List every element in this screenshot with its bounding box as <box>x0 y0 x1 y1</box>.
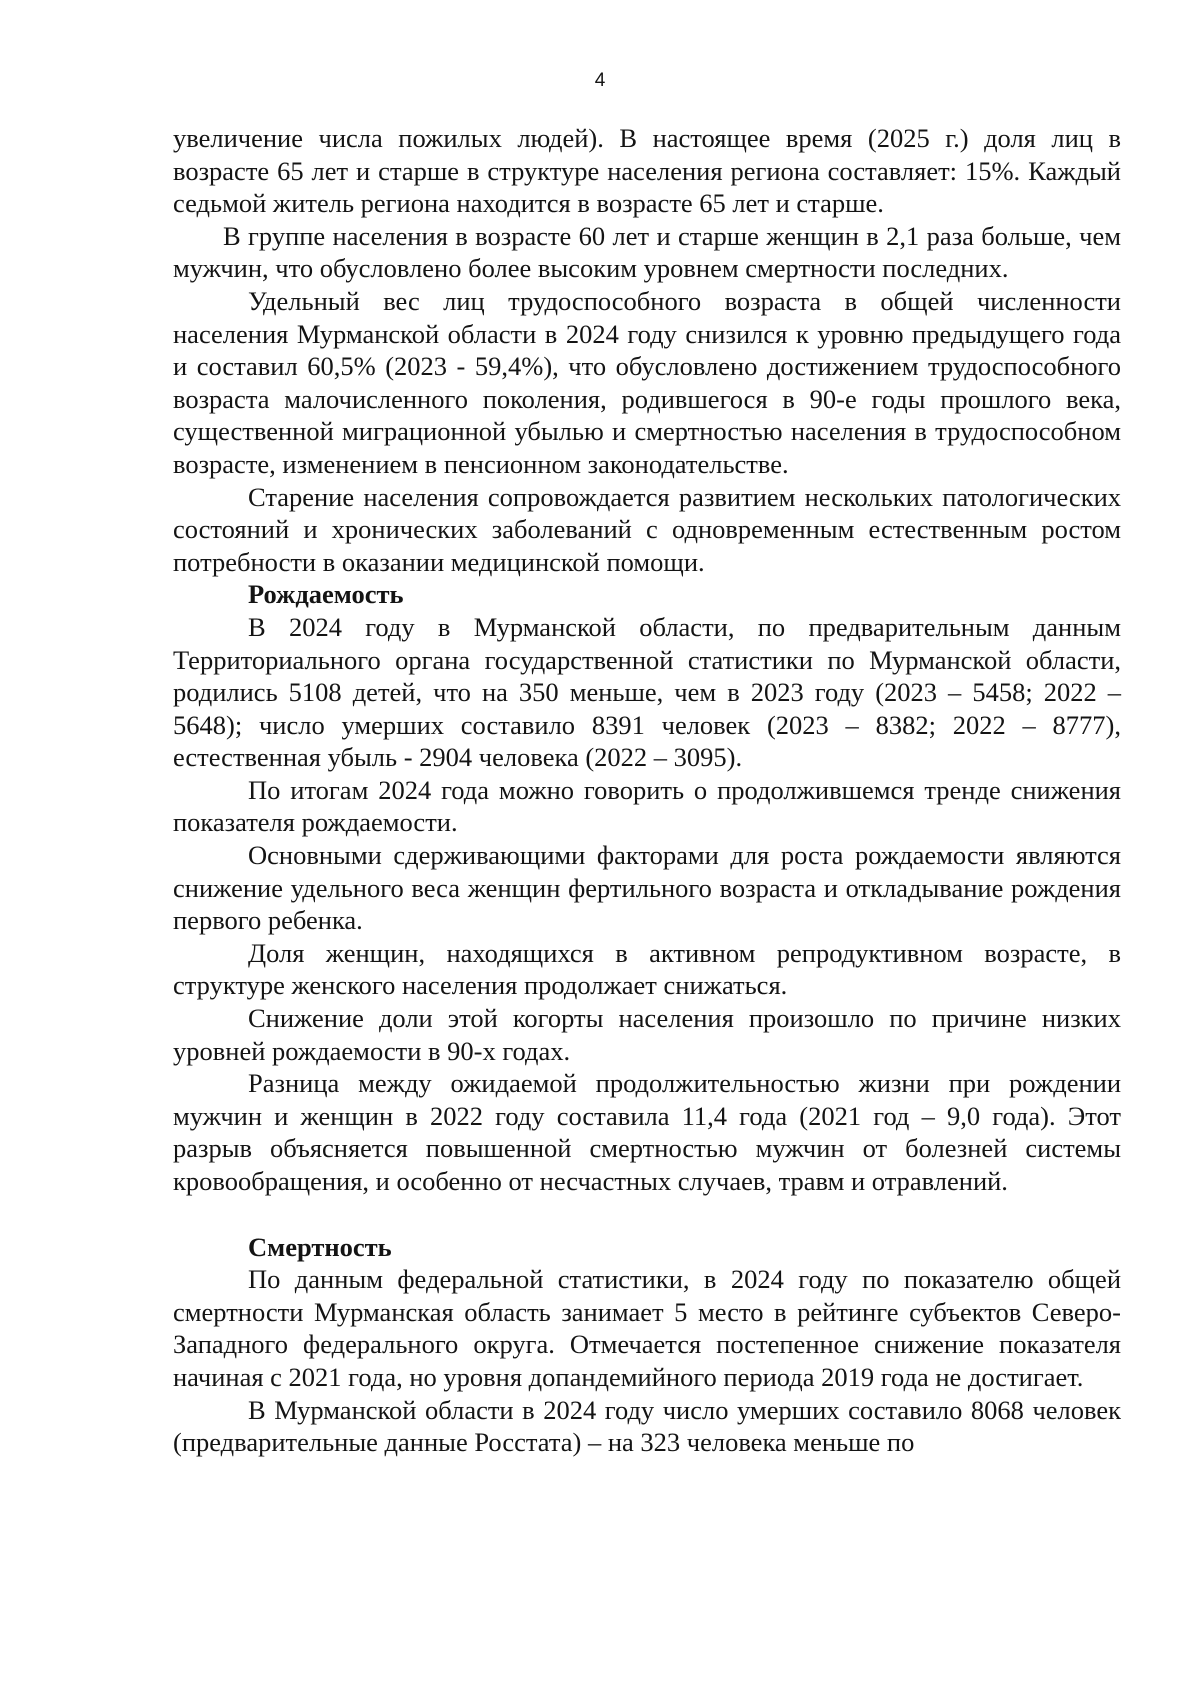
section-heading-mortality: Смертность <box>248 1231 392 1262</box>
paragraph-mortality-rank: По данным федеральной статистики, в 2024 году по показателю общей смертности Мурманская область занимает 5 место в рейтинге субъектов Северо-Западного федерального округа. Отмечается постепенное снижение показателя начиная с 2021 года, но уровня допандемийного периода 2019 года не достигает. <box>173 1264 1121 1392</box>
page-number: 4 <box>594 70 606 91</box>
paragraph-birth-trend: По итогам 2024 года можно говорить о продолжившемся тренде снижения показателя рождаемости. <box>173 774 1121 838</box>
paragraph-elderly-share: увеличение числа пожилых людей). В настоящее время (2025 г.) доля лиц в возрасте 65 лет и старше в структуре населения региона составляет: 15%. Каждый седьмой житель региона находится в возрасте 65 лет и старше. <box>173 123 1121 219</box>
paragraph-cohort-decline: Снижение доли этой когорты населения произошло по причине низких уровней рождаемости в 90-х годах. <box>173 1003 1121 1066</box>
section-heading-birth: Рождаемость <box>248 579 404 610</box>
paragraph-aging: Старение населения сопровождается развитием нескольких патологических состояний и хронических заболеваний с одновременным естественным ростом потребности в оказании медицинской помощи. <box>173 481 1121 577</box>
paragraph-reproductive-women: Доля женщин, находящихся в активном репродуктивном возрасте, в структуре женского населения продолжает снижаться. <box>173 937 1121 1001</box>
paragraph-gender-ratio: В группе населения в возрасте 60 лет и старше женщин в 2,1 раза больше, чем мужчин, что обусловлено более высоким уровнем смертности последних. <box>173 220 1121 284</box>
paragraph-birth-factors: Основными сдерживающими факторами для роста рождаемости являются снижение удельного веса женщин фертильного возраста и откладывание рождения первого ребенка. <box>173 840 1121 936</box>
paragraph-birth-stats: В 2024 году в Мурманской области, по предварительным данным Территориального органа государственной статистики по Мурманской области, родились 5108 детей, что на 350 меньше, чем в 2023 году (2023 – 5458; 2022 – 5648); число умерших составило 8391 человек (2023 – 8382; 2022 – 8777), естественная убыль - 2904 человека (2022 – 3095). <box>173 611 1121 773</box>
paragraph-life-expectancy: Разница между ожидаемой продолжительностью жизни при рождении мужчин и женщин в 2022 году составила 11,4 года (2021 год – 9,0 года). Этот разрыв объясняется повышенной смертностью мужчин от болезней системы кровообращения, и особенно от несчастных случаев, травм и отравлений. <box>173 1068 1121 1196</box>
paragraph-mortality-count: В Мурманской области в 2024 году число умерших составило 8068 человек (предварительные данные Росстата) – на 323 человека меньше по <box>173 1394 1121 1458</box>
document-body <box>173 122 1121 1459</box>
paragraph-working-age: Удельный вес лиц трудоспособного возраста в общей численности населения Мурманской области в 2024 году снизился к уровню предыдущего года и составил 60,5% (2023 - 59,4%), что обусловлено достижением трудоспособного возраста малочисленного поколения, родившегося в 90-е годы прошлого века, существенной миграционной убылью и смертностью населения в трудоспособном возрасте, изменением в пенсионном законодательстве. <box>173 285 1121 479</box>
